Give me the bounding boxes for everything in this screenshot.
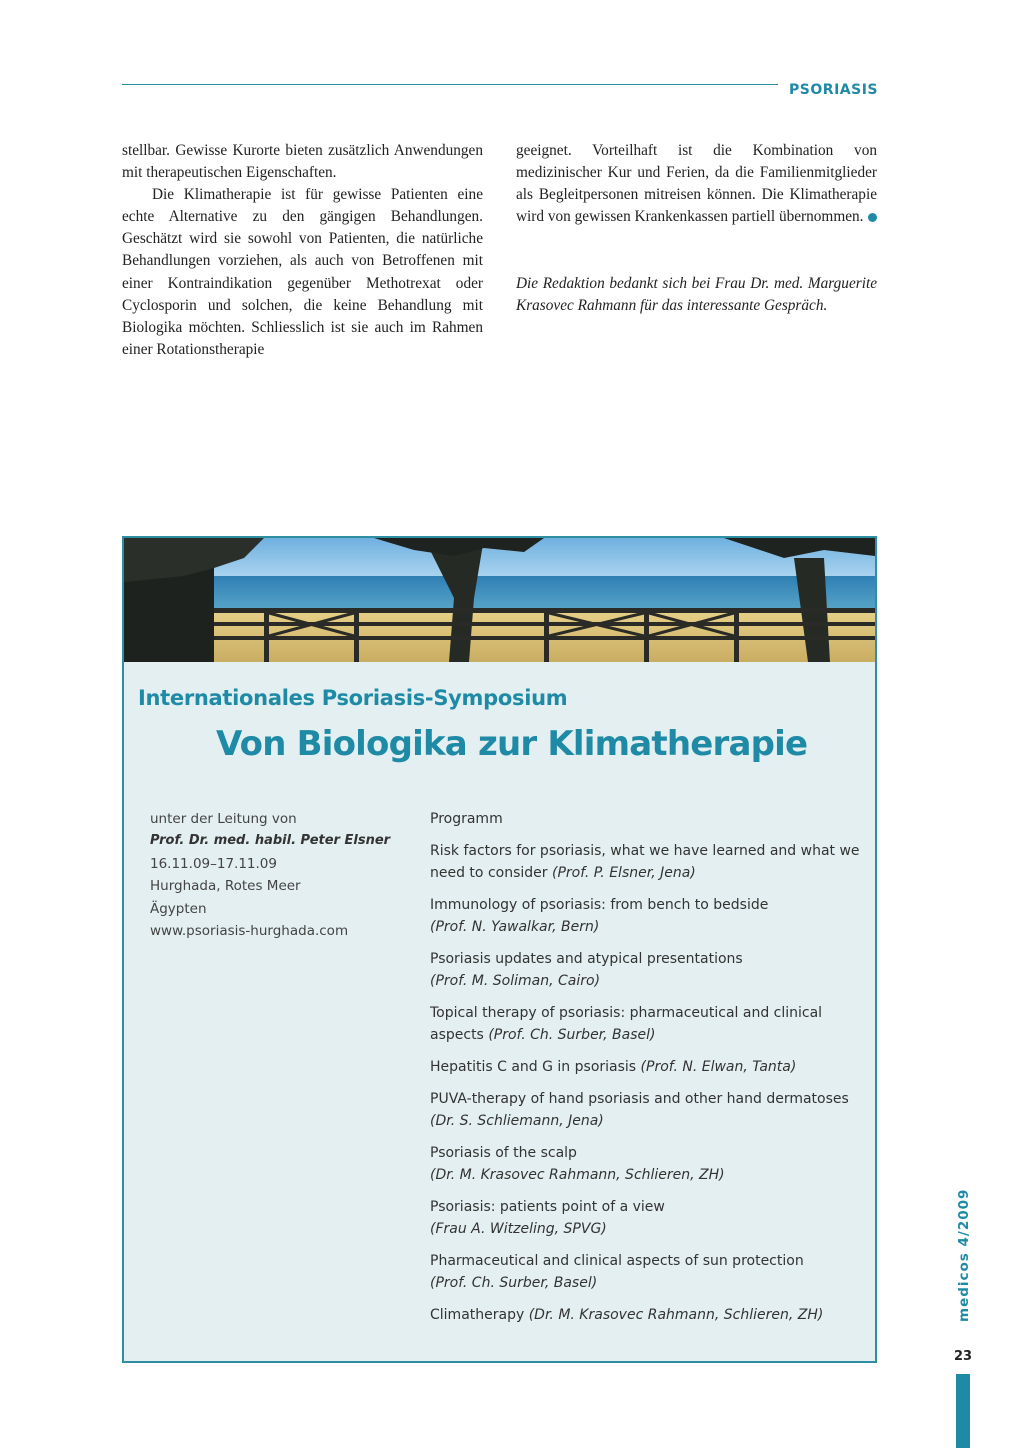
program-item (430, 1088, 860, 1132)
article-left-column (122, 140, 483, 361)
program-topic: Hepatitis C and G in psoriasis (430, 1059, 637, 1075)
program-speaker: (Prof. P. Elsner, Jena) (551, 865, 696, 881)
program-item (430, 948, 860, 992)
program-item (430, 1250, 860, 1294)
event-location: Hurghada, Rotes Meer (150, 878, 301, 895)
program-list (430, 808, 860, 1336)
page-number: 23 (954, 1349, 973, 1364)
program-item (430, 840, 860, 884)
program-speaker: (Dr. M. Krasovec Rahmann, Schlieren, ZH) (430, 1167, 725, 1183)
side-color-bar (956, 1374, 970, 1448)
journal-issue: medicos 4/2009 (956, 1188, 972, 1322)
program-item (430, 1056, 860, 1078)
program-item (430, 1142, 860, 1186)
program-topic: Pharmaceutical and clinical aspects of sun protection (430, 1253, 804, 1269)
program-heading: Programm (430, 811, 503, 827)
program-item (430, 894, 860, 938)
event-dates: 16.11.09–17.11.09 (150, 855, 277, 872)
article-paragraph: geeignet. Vorteilhaft ist die Kombination von medizinischer Kur und Ferien, da die Familienmitglieder als Begleitpersonen mitreisen können. Die Klimatherapie wird von gewissen Krankenkassen partiell übernommen. (516, 142, 877, 226)
program-topic: Psoriasis of the scalp (430, 1145, 577, 1161)
section-label: PSORIASIS (789, 82, 878, 98)
article-paragraph-end (516, 140, 877, 228)
article-paragraph: Die Klimatherapie ist für gewisse Patienten eine echte Alternative zu den gängigen Behandlungen. Geschätzt wird sie sowohl von Patienten, die natürliche Behandlungen vorziehen, als auch von Betroffenen mit einer Kontraindikation gegenüber Methotrexat oder Cyclosporin und solchen, die keine Behandlung mit Biologika möchten. Schliesslich ist sie auch im Rahmen einer Rotationstherapie (122, 186, 483, 358)
event-country: Ägypten (150, 900, 207, 917)
end-mark-icon (868, 213, 877, 222)
program-topic: Immunology of psoriasis: from bench to bedside (430, 897, 769, 913)
beach-photo (124, 538, 875, 662)
symposium-subtitle: Internationales Psoriasis-Symposium (138, 686, 568, 710)
symposium-info (150, 808, 390, 942)
program-topic: Risk factors for psoriasis, what we have learned and what we need to consider (430, 843, 860, 881)
program-topic: PUVA-therapy of hand psoriasis and other hand dermatoses (430, 1091, 849, 1107)
program-item (430, 1196, 860, 1240)
program-speaker: (Prof. Ch. Surber, Basel) (488, 1027, 656, 1043)
article-right-column (516, 140, 877, 318)
program-speaker: (Prof. N. Elwan, Tanta) (640, 1059, 797, 1075)
program-topic: Psoriasis: patients point of a view (430, 1199, 665, 1215)
program-topic: Topical therapy of psoriasis: pharmaceutical and clinical aspects (430, 1005, 823, 1043)
event-website: www.psoriasis-hurghada.com (150, 923, 349, 940)
program-topic: Psoriasis updates and atypical presentations (430, 951, 743, 967)
acknowledgement: Die Redaktion bedankt sich bei Frau Dr. med. Marguerite Krasovec Rahmann für das interessante Gespräch. (516, 275, 877, 315)
program-speaker: (Dr. M. Krasovec Rahmann, Schlieren, ZH) (528, 1307, 824, 1323)
program-item (430, 1002, 860, 1046)
leader-label: unter der Leitung von (150, 811, 297, 827)
leader-name: Prof. Dr. med. habil. Peter Elsner (150, 833, 391, 849)
program-speaker: (Prof. N. Yawalkar, Bern) (430, 919, 600, 935)
program-speaker: (Prof. Ch. Surber, Basel) (430, 1275, 598, 1291)
header-rule (122, 84, 778, 85)
program-speaker: (Prof. M. Soliman, Cairo) (430, 973, 601, 989)
symposium-box (122, 536, 877, 1363)
symposium-title: Von Biologika zur Klimatherapie (216, 724, 808, 764)
article-paragraph: stellbar. Gewisse Kurorte bieten zusätzlich Anwendungen mit therapeutischen Eigenschaften. (122, 142, 483, 182)
program-item (430, 1304, 860, 1326)
program-speaker: (Dr. S. Schliemann, Jena) (430, 1113, 604, 1129)
program-topic: Climatherapy (430, 1307, 525, 1323)
program-speaker: (Frau A. Witzeling, SPVG) (430, 1221, 607, 1237)
